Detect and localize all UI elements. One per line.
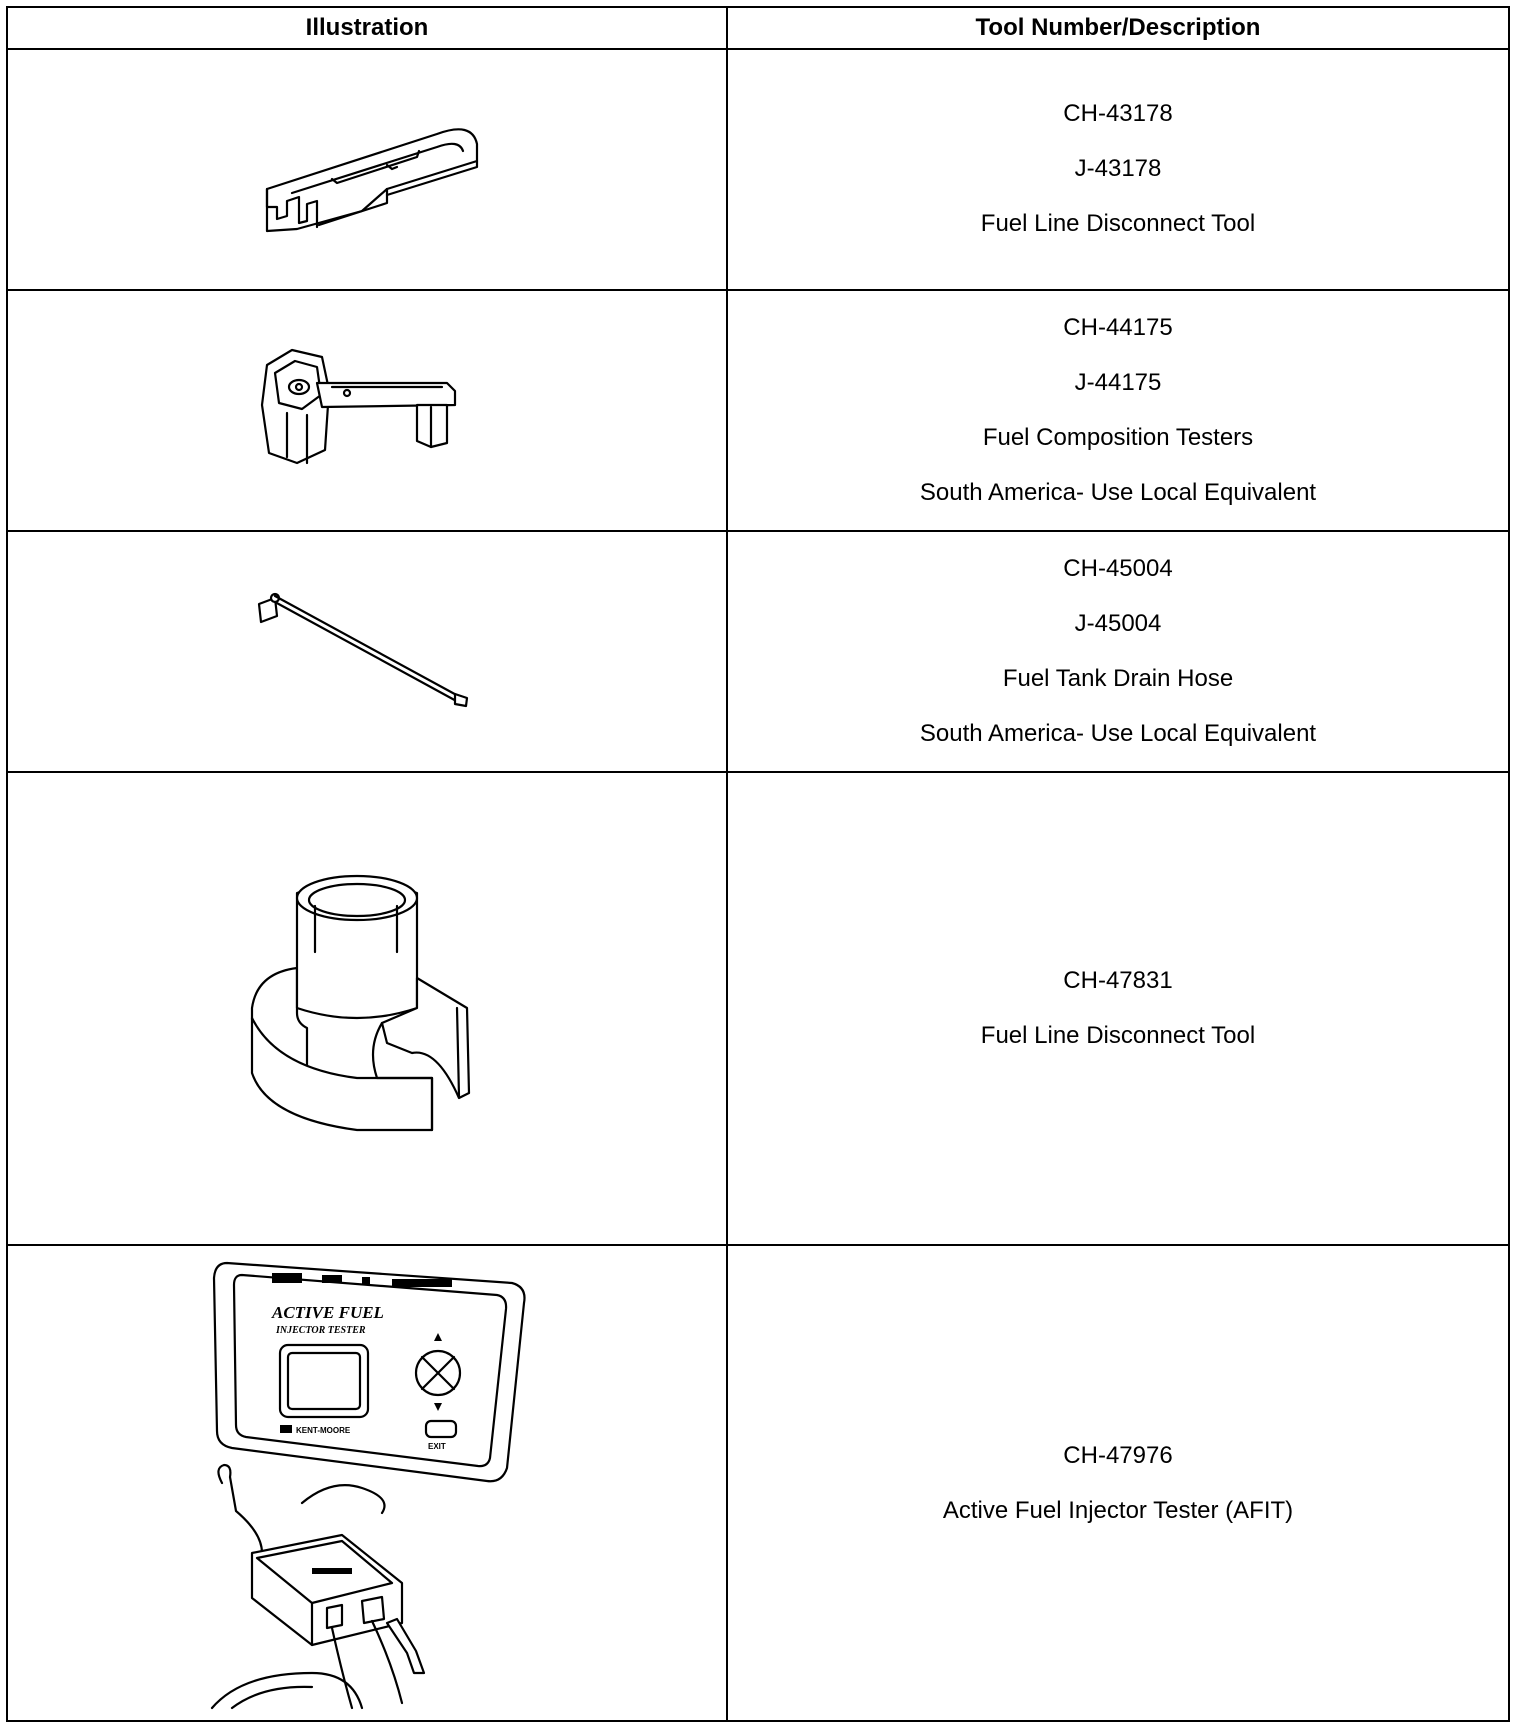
fuel-line-disconnect-tool-icon	[237, 99, 497, 239]
fuel-tank-drain-hose-icon	[247, 586, 487, 716]
tool-note: South America- Use Local Equivalent	[919, 478, 1317, 506]
table-row	[7, 772, 1509, 1246]
tool-number-j: J-44175	[1074, 368, 1162, 396]
afit-maker-text: KENT-MOORE	[296, 1426, 351, 1436]
table-row	[7, 1245, 1509, 1721]
tool-note: South America- Use Local Equivalent	[919, 719, 1317, 747]
tool-description: Fuel Composition Testers	[982, 423, 1254, 451]
table-row	[7, 290, 1509, 531]
afit-exit-label: EXIT	[428, 1442, 446, 1452]
illustration-cell	[7, 49, 727, 290]
illustration-cell	[7, 531, 727, 772]
special-tools-table	[6, 6, 1510, 1722]
tool-description: Fuel Line Disconnect Tool	[980, 210, 1256, 238]
tool-number-ch: CH-43178	[1063, 100, 1173, 128]
tool-number-j: J-43178	[1074, 155, 1162, 183]
tool-number-ch: CH-47831	[1063, 966, 1173, 994]
tool-description: Active Fuel Injector Tester (AFIT)	[942, 1496, 1294, 1524]
tool-description: Fuel Tank Drain Hose	[1002, 664, 1234, 692]
description-cell	[727, 290, 1509, 531]
header-illustration: Illustration	[7, 7, 727, 49]
fuel-line-disconnect-collar-icon	[237, 868, 497, 1148]
tool-number-ch: CH-47976	[1063, 1441, 1173, 1469]
table-row	[7, 49, 1509, 290]
tool-description: Fuel Line Disconnect Tool	[980, 1021, 1256, 1049]
illustration-cell	[7, 290, 727, 531]
tool-number-ch: CH-45004	[1063, 554, 1173, 582]
tool-number-j: J-45004	[1074, 609, 1162, 637]
table-row	[7, 531, 1509, 772]
description-cell	[727, 49, 1509, 290]
description-cell	[727, 1245, 1509, 1721]
illustration-cell	[7, 1245, 727, 1721]
tool-number-ch: CH-44175	[1063, 313, 1173, 341]
header-tool-description: Tool Number/Description	[727, 7, 1509, 49]
illustration-cell	[7, 772, 727, 1246]
description-cell	[727, 772, 1509, 1246]
active-fuel-injector-tester-icon	[202, 1253, 532, 1713]
afit-subtitle-text: INJECTOR TESTER	[276, 1325, 366, 1337]
afit-brand-text: ACTIVE FUEL	[272, 1303, 384, 1323]
fuel-composition-tester-icon	[247, 345, 487, 475]
description-cell	[727, 531, 1509, 772]
header-row	[7, 7, 1509, 49]
